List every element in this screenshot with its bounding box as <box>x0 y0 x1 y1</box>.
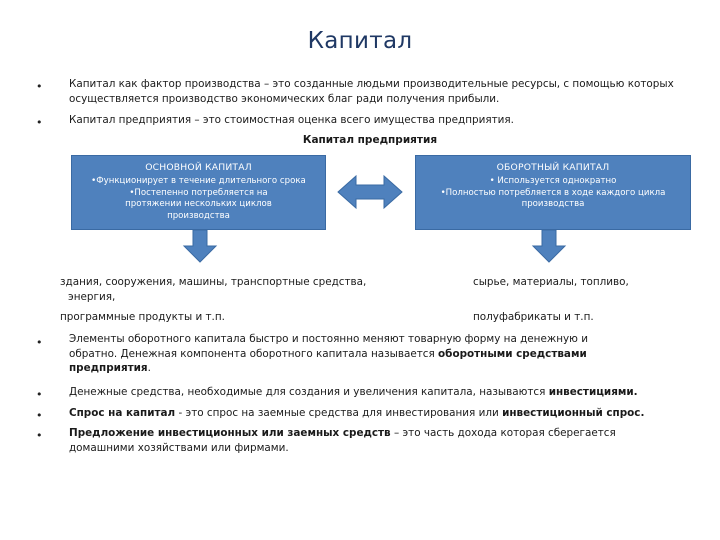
double-arrow-icon <box>338 176 402 208</box>
fixed-capital-title: ОСНОВНОЙ КАПИТАЛ <box>145 162 252 173</box>
page-title: Капитал <box>307 28 413 54</box>
working-capital-examples-line-2: полуфабрикаты и т.п. <box>473 311 594 323</box>
bullet-marker: • <box>36 80 43 93</box>
investment-bullet-text: Денежные средства, необходимые для создания и увеличения капитала, называются <box>69 386 549 398</box>
investment-demand-term: инвестиционный спрос. <box>502 407 645 419</box>
capital-demand-term: Спрос на капитал <box>69 407 176 419</box>
working-capital-bullet-line-2 <box>69 347 709 362</box>
working-capital-bullet-line-3 <box>69 361 709 376</box>
funds-supply-term: Предложение инвестиционных или заемных средств <box>69 427 391 439</box>
working-capital-bullet-text: обратно. Денежная компонента оборотного капитала называется <box>69 347 439 360</box>
funds-supply-bullet <box>69 426 719 455</box>
investment-term: инвестициями. <box>548 386 638 398</box>
working-capital-examples-line-1: сырье, материалы, топливо, <box>473 276 629 288</box>
working-capital-point-2: •Полностью потребляется в ходе каждого цикла производства <box>440 187 666 210</box>
fixed-capital-examples-line-3: программные продукты и т.п. <box>60 311 225 323</box>
fixed-capital-examples-line-1: здания, сооружения, машины, транспортные средства, <box>60 276 367 288</box>
funds-supply-text: – это часть дохода которая сберегается <box>390 427 616 439</box>
fixed-capital-examples-line-2: энергия, <box>68 291 116 303</box>
investment-bullet <box>69 385 719 400</box>
working-capital-title: ОБОРОТНЫЙ КАПИТАЛ <box>496 162 610 173</box>
working-capital-point-1: • Используется однократно <box>489 176 617 187</box>
working-assets-term-end: предприятия <box>69 362 148 374</box>
down-arrow-icon <box>533 230 565 262</box>
bullet-marker: • <box>36 336 43 349</box>
bullet-marker: • <box>36 116 43 129</box>
funds-supply-bullet-line-1 <box>69 426 719 441</box>
working-capital-bullet <box>69 332 709 376</box>
fixed-capital-point-2: •Постепенно потребляется на протяжении нескольких циклов производства <box>125 187 272 221</box>
capital-demand-bullet <box>69 406 719 421</box>
bullet-marker: • <box>36 409 43 422</box>
bullet-marker: • <box>36 388 43 401</box>
capital-demand-text: - это спрос на заемные средства для инвестирования или <box>175 407 503 419</box>
diagram-heading: Капитал предприятия <box>302 134 438 146</box>
fixed-capital-point-1: •Функционирует в течение длительного срока <box>91 176 306 187</box>
funds-supply-bullet-line-2: домашними хозяйствами или фирмами. <box>69 441 289 454</box>
intro-bullet-2: Капитал предприятия – это стоимостная оценка всего имущества предприятия. <box>69 114 514 126</box>
down-arrow-icon <box>184 230 216 262</box>
intro-bullet-1: Капитал как фактор производства – это созданные людьми производительные ресурсы, с помощью которых осуществляется производство экономических благ ради получения прибыли. <box>69 78 674 105</box>
working-assets-term: оборотными средствами <box>438 347 587 360</box>
working-capital-bullet-line-1: Элементы оборотного капитала быстро и постоянно меняют товарную форму на денежную и <box>69 333 588 345</box>
bullet-marker: • <box>36 429 43 442</box>
period: . <box>147 362 151 374</box>
